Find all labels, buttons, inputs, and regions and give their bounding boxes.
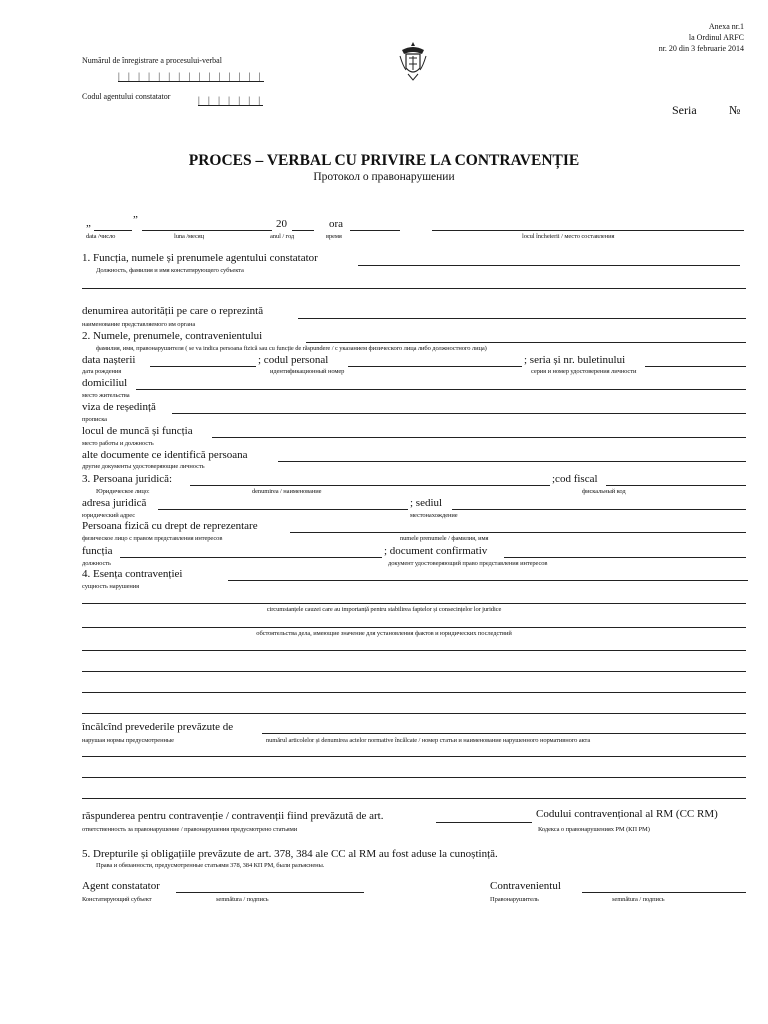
personal-code-label: ; codul personal — [258, 354, 329, 366]
day-field[interactable] — [94, 230, 132, 231]
workplace-label: locul de muncă și funcția — [82, 425, 193, 437]
agent-sign-hint: semnătura / подпись — [216, 896, 269, 903]
legal-entity-label: 3. Persoana juridică: — [82, 473, 173, 485]
page-title: PROCES – VERBAL CU PRIVIRE LA CONTRAVENȚIE — [188, 152, 580, 169]
workplace-field[interactable] — [212, 437, 746, 438]
articles-hint: numărul articolelor și denumirea actelor normative încălcate / номер статьи и наименование нарушенного нормативного акта — [266, 737, 591, 744]
legal-address-field[interactable] — [158, 509, 408, 510]
representative-name-hint: numele prenumele / фамилия, имя — [400, 535, 489, 542]
articles-line-2[interactable] — [82, 777, 746, 778]
agent-signature-field[interactable] — [176, 892, 364, 893]
date-hint: data /число — [86, 233, 116, 240]
registration-number-boxes[interactable]: | | | | | | | | | | | | | | | — [118, 71, 264, 81]
legal-address-label: adresa juridică — [82, 497, 147, 509]
offender-name-label: 2. Numele, prenumele, contravenientului — [82, 330, 263, 342]
circumstances-line-2[interactable] — [82, 671, 746, 672]
other-docs-hint: другие документы удостоверяющие личность — [82, 463, 205, 470]
seat-label: ; sediul — [410, 497, 443, 509]
contravention-code-hint: Кодекса о правонарушениях РМ (КП РМ) — [538, 826, 650, 833]
month-field[interactable] — [142, 230, 272, 231]
registration-number-label: Numărul de înregistrare a procesului-verbal — [82, 56, 222, 65]
id-card-field[interactable] — [645, 366, 746, 367]
agent-signature-label: Agent constatator — [82, 880, 160, 892]
legal-entity-hint: Юридическое лицо: — [96, 488, 150, 495]
domicile-hint: место жительства — [82, 392, 130, 399]
fiscal-code-label: ;cod fiscal — [552, 473, 598, 485]
confirm-doc-hint: документ удостоверяющий право представления интересов — [388, 560, 548, 567]
legal-name-hint: denumirea / наименование — [252, 488, 322, 495]
fiscal-code-field[interactable] — [606, 485, 746, 486]
personal-code-field[interactable] — [348, 366, 522, 367]
place-hint: locul încheierii / место составления — [522, 233, 615, 240]
articles-line-1[interactable] — [82, 756, 746, 757]
function-field[interactable] — [120, 557, 382, 558]
page-subtitle: Протокол о правонарушении — [313, 171, 455, 183]
liability-label: răspunderea pentru contravenție / contravenții fiind prevăzută de art. — [82, 810, 384, 822]
quote-open: „ — [86, 217, 91, 229]
agent-signature-hint: Констатирующий субъект — [82, 896, 152, 903]
residence-hint: прописка — [82, 416, 107, 423]
domicile-field[interactable] — [136, 389, 746, 390]
number-label: № — [729, 103, 741, 117]
authority-field[interactable] — [298, 318, 746, 319]
hour-label: ora — [329, 218, 344, 230]
birth-date-label: data nașterii — [82, 354, 136, 366]
violating-field[interactable] — [262, 733, 746, 734]
seat-hint: местонахождение — [410, 512, 458, 519]
circumstances-field[interactable] — [82, 627, 746, 628]
authority-hint: наименование представляемого им органа — [82, 321, 196, 328]
function-label: funcția — [82, 545, 113, 557]
offender-name-hint: фамилия, имя, правонарушителя ( se va indica persoana fizică sau cu funcție de răspundere / с указанием физического лица либо должностного лица) — [96, 345, 487, 352]
offender-name-field[interactable] — [306, 342, 746, 343]
violating-hint: нарушая нормы предусмотренные — [82, 737, 174, 744]
agent-function-label: 1. Funcția, numele și prenumele agentului constatator — [82, 252, 318, 264]
function-hint: должность — [82, 560, 111, 567]
agent-code-boxes[interactable]: | | | | | | | — [198, 95, 264, 105]
circumstances-line-3[interactable] — [82, 692, 746, 693]
year-prefix: 20 — [276, 218, 287, 230]
liability-hint: ответственность за правонарушение / правонарушения предусмотрено статьями — [82, 826, 298, 833]
year-field[interactable] — [292, 230, 314, 231]
annex-block — [659, 21, 744, 54]
seat-field[interactable] — [452, 509, 746, 510]
residence-field[interactable] — [172, 413, 746, 414]
offense-essence-field[interactable] — [228, 580, 748, 581]
year-hint: anul / год — [270, 233, 295, 240]
circumstances-line-4[interactable] — [82, 713, 746, 714]
circumstances-hint: circumstanțele cauzei care au importanță pentru stabilirea faptelor și consecințelor lor juridice — [266, 606, 502, 613]
id-card-hint: серия и номер удостоверения личности — [531, 368, 637, 375]
articles-line-3[interactable] — [82, 798, 746, 799]
agent-function-hint: Должность, фамилия и имя констатирующего субъекта — [96, 267, 244, 274]
offender-sign-hint: semnătura / подпись — [612, 896, 665, 903]
annex-line1: Anexa nr.1 — [708, 22, 744, 31]
workplace-hint: место работы и должность — [82, 440, 154, 447]
residence-label: viza de reședință — [82, 401, 156, 413]
domicile-label: domiciliul — [82, 377, 128, 389]
birth-date-field[interactable] — [150, 366, 256, 367]
agent-code-label: Codul agentului constatator — [82, 92, 171, 101]
hour-field[interactable] — [350, 230, 400, 231]
rights-statement: 5. Drepturile și obligațiile prevăzute de art. 378, 384 ale CC al RM au fost aduse la cunoștință. — [82, 848, 498, 860]
representative-hint: физическое лицо с правом представления интересов — [82, 535, 223, 542]
fiscal-code-hint: фискальный код — [582, 488, 626, 495]
birth-date-hint: дата рождения — [82, 368, 122, 375]
offense-essence-hint: сущность нарушения — [82, 583, 140, 590]
personal-code-hint: идентификационный номер — [270, 368, 345, 375]
circumstances-line-1[interactable] — [82, 650, 746, 651]
confirm-doc-label: ; document confirmativ — [384, 545, 488, 557]
other-docs-field[interactable] — [278, 461, 746, 462]
offender-signature-label: Contravenientul — [490, 880, 561, 892]
representative-field[interactable] — [290, 532, 746, 533]
series-label: Seria — [672, 103, 697, 117]
offender-signature-field[interactable] — [582, 892, 746, 893]
coat-of-arms-icon — [398, 40, 428, 84]
place-field[interactable] — [432, 230, 744, 231]
violating-label: încălcînd prevederile prevăzute de — [82, 721, 234, 733]
id-card-label: ; seria și nr. buletinului — [524, 354, 626, 366]
representative-label: Persoana fizică cu drept de reprezentare — [82, 520, 258, 532]
quote-close: ” — [133, 214, 138, 226]
time-hint: время — [326, 233, 342, 240]
offense-essence-field-2[interactable] — [82, 603, 746, 604]
offender-signature-hint: Правонарушитель — [490, 896, 539, 903]
other-docs-label: alte documente ce identifică persoana — [82, 449, 248, 461]
legal-address-hint: юридический адрес — [82, 512, 135, 519]
annex-line3: nr. 20 din 3 februarie 2014 — [658, 44, 744, 53]
rights-statement-hint: Права и обязанности, предусмотренные статьями 378, 384 КП РМ, были разъяснены. — [96, 862, 325, 869]
legal-entity-field[interactable] — [190, 485, 550, 486]
agent-function-field-2[interactable] — [82, 288, 746, 289]
offense-essence-label: 4. Esența contravenției — [82, 568, 183, 580]
agent-function-field[interactable] — [358, 265, 740, 266]
contravention-code-label: Codului contravențional al RM (CC RM) — [536, 808, 718, 820]
annex-line2: la Ordinul ARFC — [688, 33, 744, 42]
liability-articles-field[interactable] — [436, 822, 532, 823]
circumstances-hint-ru: обстоятельства дела, имеющие значение для установления фактов и юридических последствий — [256, 630, 512, 637]
month-hint: luna /месяц — [174, 233, 205, 240]
confirm-doc-field[interactable] — [504, 557, 746, 558]
authority-label: denumirea autorității pe care o reprezintă — [82, 305, 264, 317]
